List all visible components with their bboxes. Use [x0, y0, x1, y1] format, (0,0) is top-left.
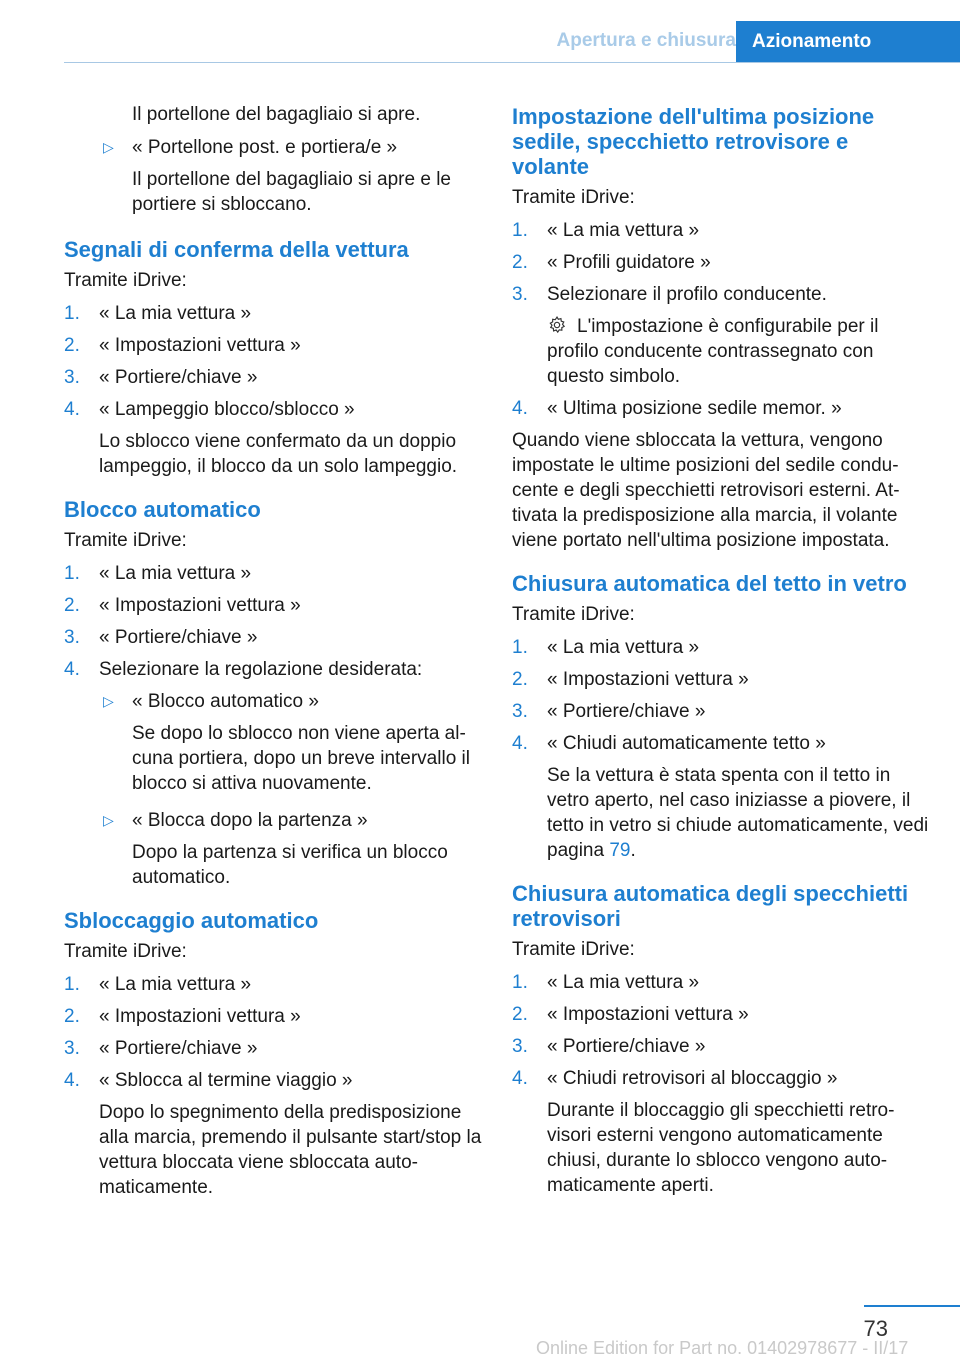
steps-list [512, 218, 930, 421]
section-heading: Blocco automatico [64, 497, 261, 522]
step-label: « La mia vettura » [99, 974, 252, 995]
step-label: « Profili guidatore » [547, 252, 711, 273]
list-item-label: « Portellone post. e portiera/e » [132, 137, 398, 158]
step-desc-end: . [630, 840, 636, 861]
option-item [99, 689, 484, 796]
header-tab-active[interactable]: Azionamento [736, 21, 960, 62]
step-item [64, 1004, 484, 1029]
steps-list [512, 635, 930, 863]
option-label: « Blocco automatico » [132, 691, 319, 712]
step-item [64, 561, 484, 586]
step-label: « La mia vettura » [99, 303, 252, 324]
section-subtitle: Tramite iDrive: [64, 270, 187, 291]
option-list [99, 689, 484, 890]
step-label: « La mia vettura » [547, 972, 700, 993]
step-number: 2. [64, 595, 80, 616]
step-number: 4. [512, 733, 528, 754]
step-number: 1. [512, 972, 528, 993]
step-number: 4. [512, 1068, 528, 1089]
step-label: « Ultima posizione sedile memor. » [547, 398, 842, 419]
step-label: « Impostazioni vettura » [99, 595, 301, 616]
step-label: « Portiere/chiave » [99, 1038, 258, 1059]
step-item [64, 397, 484, 479]
profile-note [547, 314, 930, 389]
step-number: 1. [64, 303, 80, 324]
step-label: « La mia vettura » [547, 637, 700, 658]
step-item [64, 333, 484, 358]
step-number: 1. [64, 974, 80, 995]
section-subtitle: Tramite iDrive: [512, 939, 635, 960]
step-label: « Chiudi automaticamente tetto » [547, 733, 826, 754]
step-label: « Portiere/chiave » [547, 1036, 706, 1057]
section-heading: Chiusura automatica degli specchietti retrovisori [512, 881, 909, 931]
header-rule [64, 62, 960, 63]
step-desc: Dopo lo spegnimento della predisposizione alla marcia, premendo il pulsante start/stop la vettura bloccata viene sbloccata auto-maticamente. [99, 1102, 482, 1198]
option-label: « Blocca dopo la partenza » [132, 810, 368, 831]
steps-list [512, 970, 930, 1198]
step-item [512, 731, 930, 863]
step-item [512, 218, 930, 243]
section-heading: Sbloccaggio automatico [64, 908, 319, 933]
step-item [512, 635, 930, 660]
step-number: 2. [64, 335, 80, 356]
step-number: 3. [64, 367, 80, 388]
step-number: 2. [512, 1004, 528, 1025]
step-number: 1. [512, 220, 528, 241]
section-subtitle: Tramite iDrive: [64, 941, 187, 962]
body-text: Quando viene sbloccata la vettura, vengono impostate le ultime posizioni del sedile condu-cente e degli specchietti retrovisori esterni. At-tivata la predisposizione alla marcia, il volante viene portato nell'ultima posizione impostata. [512, 430, 900, 551]
step-number: 4. [64, 659, 80, 680]
section-subtitle: Tramite iDrive: [512, 187, 635, 208]
right-column [512, 104, 930, 1205]
step-number: 1. [64, 563, 80, 584]
list-item-desc: Il portellone del bagagliaio si apre e le portiere si sbloccano. [132, 169, 451, 215]
step-label: « Portiere/chiave » [547, 701, 706, 722]
step-number: 1. [512, 637, 528, 658]
triangle-bullet-icon: ▷ [103, 139, 114, 155]
step-label: Selezionare la regolazione desiderata: [99, 659, 423, 680]
step-label: « La mia vettura » [99, 563, 252, 584]
steps-list [64, 972, 484, 1200]
section-auto-lock [64, 497, 484, 890]
step-item [512, 1002, 930, 1027]
section-subtitle: Tramite iDrive: [512, 604, 635, 625]
step-label: « Sblocca al termine viaggio » [99, 1070, 353, 1091]
step-item [512, 282, 930, 389]
step-item [64, 301, 484, 326]
section-auto-roof [512, 571, 930, 863]
triangle-bullet-icon: ▷ [103, 693, 114, 709]
section-last-position [512, 104, 930, 553]
section-confirm-signals [64, 237, 484, 479]
section-heading: Impostazione dell'ultima posizione sedile, specchietto retrovisore e volante [512, 104, 875, 179]
left-column [64, 102, 484, 1207]
triangle-bullet-icon: ▷ [103, 812, 114, 828]
step-number: 2. [512, 252, 528, 273]
section-subtitle: Tramite iDrive: [64, 530, 187, 551]
footer-edition: Online Edition for Part no. 01402978677 - II/17 [536, 1338, 909, 1358]
step-label: « Portiere/chiave » [99, 367, 258, 388]
step-number: 3. [512, 284, 528, 305]
triangle-list [99, 135, 484, 217]
option-desc: Se dopo lo sblocco non viene aperta al-cuna portiera, dopo un breve intervallo il blocco si attiva nuovamente. [132, 723, 470, 794]
header-section-title[interactable]: Apertura e chiusura [556, 30, 736, 51]
page-reference-link[interactable]: 79 [609, 840, 631, 861]
step-label: Selezionare il profilo conducente. [547, 284, 827, 305]
footer-rule [864, 1305, 960, 1307]
step-number: 4. [64, 399, 80, 420]
profile-note-text: L'impostazione è configurabile per il profilo conducente contrassegnato con questo simbolo. [547, 316, 879, 387]
step-label: « La mia vettura » [547, 220, 700, 241]
step-item [512, 667, 930, 692]
step-number: 4. [512, 398, 528, 419]
step-desc: Lo sblocco viene confermato da un doppio lampeggio, il blocco da un solo lampeggio. [99, 431, 458, 477]
section-heading: Segnali di conferma della vettura [64, 237, 409, 262]
gear-icon [547, 315, 567, 335]
step-number: 2. [64, 1006, 80, 1027]
step-label: « Impostazioni vettura » [99, 335, 301, 356]
step-label: « Impostazioni vettura » [547, 1004, 749, 1025]
step-item [64, 1068, 484, 1200]
step-item [64, 1036, 484, 1061]
step-item [64, 365, 484, 390]
intro-text: Il portellone del bagagliaio si apre. [132, 104, 421, 125]
step-number: 3. [64, 627, 80, 648]
step-label: « Portiere/chiave » [99, 627, 258, 648]
step-item [64, 657, 484, 890]
section-heading: Chiusura automatica del tetto in vetro [512, 571, 907, 596]
step-item [64, 972, 484, 997]
step-item [512, 396, 930, 421]
step-number: 4. [64, 1070, 80, 1091]
step-item [512, 970, 930, 995]
step-desc-text: Se la vettura è stata spenta con il tetto in vetro aperto, nel caso iniziasse a piovere, il tetto in vetro si chiude automaticamente, vedi pagina [547, 765, 929, 861]
step-label: « Chiudi retrovisori al bloccaggio » [547, 1068, 838, 1089]
steps-list [64, 561, 484, 890]
option-item [99, 808, 484, 890]
step-item [512, 1034, 930, 1059]
step-desc: Durante il bloccaggio gli specchietti retro-visori esterni vengono automaticamente chiusi, durante lo sblocco vengono auto-maticamente aperti. [547, 1100, 895, 1196]
step-number: 3. [512, 1036, 528, 1057]
steps-list [64, 301, 484, 479]
step-label: « Lampeggio blocco/sblocco » [99, 399, 355, 420]
section-auto-unlock [64, 908, 484, 1200]
step-number: 2. [512, 669, 528, 690]
step-item [512, 250, 930, 275]
step-item [512, 699, 930, 724]
option-desc: Dopo la partenza si verifica un blocco automatico. [132, 842, 448, 888]
step-item [64, 593, 484, 618]
step-label: « Impostazioni vettura » [547, 669, 749, 690]
step-item [512, 1066, 930, 1198]
step-number: 3. [512, 701, 528, 722]
step-label: « Impostazioni vettura » [99, 1006, 301, 1027]
section-auto-mirrors [512, 881, 930, 1198]
step-item [64, 625, 484, 650]
list-item [99, 135, 484, 217]
step-number: 3. [64, 1038, 80, 1059]
step-desc [547, 763, 930, 863]
page-number: 73 [863, 1316, 888, 1341]
